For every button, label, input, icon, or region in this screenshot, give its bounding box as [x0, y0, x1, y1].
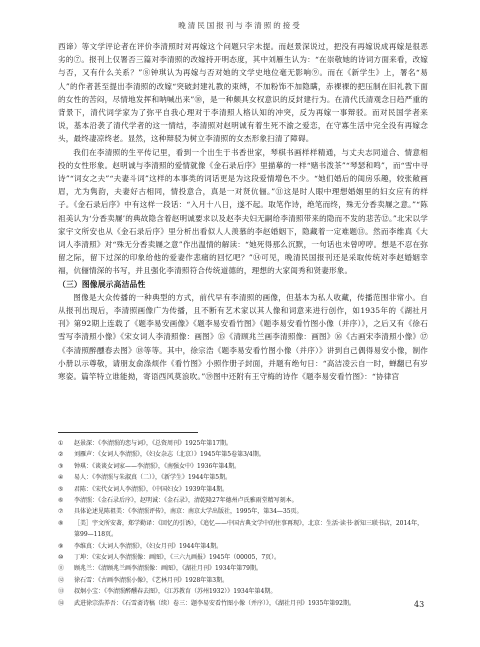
footnote-marker: ① — [58, 440, 64, 447]
footnote-text: 李清照：《金石录后序》，赵明诚：《金石录》，清乾隆27年德州卢氏雅雨堂精写刻本。 — [74, 497, 298, 505]
footnote-item — [58, 518, 428, 541]
footnote-text: ［美］宇文所安著，郑学勤译：《回忆的引诱》，《追忆——中国古典文学中的往事再现》，北京：生活·读书·新知三联书店，2014年，第99—118页。 — [74, 519, 424, 539]
body-paragraph: 我们在李清照的生平传记里，看到一个出生于书香世家，琴棋书画样样精通，与丈夫志同道合、情意相投的女性形象。赵明诚与李清照的爱情就像《金石录后序》里描摹的一样“赌书泼茶”“琴瑟和鸣”，而“雪中寻诗”“词女之夫”“夫妻斗词”这样的本事类的词话更是为这段爱情增色不少。“她们婚后的闺房乐趣，较张敞画眉，尤为隽韵，夫妻好古相同，情投意合，真是一对贤伉俪。”⑪这是时人眼中理想婚姻里的妇女应有的样子。《金石录后序》中有这样一段话：“入月十八日，遂不起。取笔作诗，绝笔而终，殊无分香卖屦之意。”“陈祖美认为‘分香卖屦’的典故隐含着赵明诚要求以及赵李夫妇无嗣给李清照带来的隐而不发的悲苦⑫。”北宋以学家宇文所安也从《金石录后序》里分析出看似人人羡慕的李赵婚姻下，隐藏着一定难题⑬。然而李维真《大词人李清照》对“殊无分香卖屦之意”作出温情的解读：“她死得那么沉默，一句话也未曾哼哼。想是不忍在弥留之际，留下过深的印象给他的爱妻作悲痛的回忆吧？”⑭可见，晚清民国报刊还是采取传统对李赵婚姻幸福，伉俪情深的书写，并且强化李清照符合传统道德的，理想的大家闺秀和贤妻形象。 — [58, 147, 428, 276]
footnote-divider — [58, 432, 198, 433]
footnote-item — [58, 495, 428, 506]
footnote-text: 顾兆兰：《清顾兆兰画李清照像：画图》，《湖社月刊》1934年第79期。 — [74, 565, 262, 573]
footnote-marker: ③ — [58, 462, 64, 470]
body-paragraph: 西谛）等文学评论者在评价李清照时对再嫁这个问题只字未提。而赵景深说过，把没有再嫁说成再嫁是很恶劣的⑦。报刊上仅署否三篇对李清照的改嫁持开明态度，其中刘雁生认为：“在崇敬她的诗词方面来看，改嫁与否，又有什么关系？”⑧钟琪认为再嫁与否对她的文学史地位毫无影响⑨。而在《新学生》上，署名“易人”的作者甚至提出李清照的改嫁“突破封建礼教的束缚，不加粉饰不加隐瞒，赤裸裸的把压制在旧礼教下面的女性的苦闷，尽情地发挥和呐喊出来”⑩，是一种颇具女权意识的反封建行为。在清代氏清观念日趋严重的背景下，清代词学家为了弥平自我心理对于李清照人格认知的冲突，反为再嫁一事辩驳。而对民国学者来说，基本沿袭了清代学者的这一情结，李清照对赵明诚有着生死不渝之爱恋，在守寡生活中完全没有再嫁念头，最终凄凉终老。显然，这种辩驳为树立李清照的女杰形象扫清了障碍。 — [58, 42, 428, 144]
footnote-marker: ② — [58, 451, 64, 459]
footnote-item — [58, 461, 428, 472]
footnote-marker: ⑬ — [58, 588, 65, 596]
footnote-item — [58, 506, 428, 517]
footnote-marker: ⑧ — [58, 519, 64, 527]
footnote-item — [58, 438, 428, 449]
footnote-marker: ⑩ — [58, 554, 64, 562]
footnote-text: 钟琪：《谈谈女词家——李清照》，《南强女中》1936年第4期。 — [74, 462, 241, 470]
footnote-item — [58, 552, 428, 563]
body-text — [58, 40, 428, 383]
section-heading: （三）图像展示高洁品性 — [58, 279, 146, 289]
footnote-item — [58, 598, 428, 609]
footnote-text: 君陈：《宋代女词人李清照》，《中国妇女》1939年第4期。 — [74, 485, 229, 493]
footnote-text: 武进徐宗浩养吾：《石雪斋诗稿（续）卷三：题李易安看竹图小像（并序）》，《湖社月刊》1935年第92期。 — [74, 599, 355, 607]
footnote-marker: ⑫ — [58, 576, 65, 584]
footnote-text: 刘雁声：《女词人李清照》，《妇女杂志（北京）》1945年第5卷第3/4期。 — [74, 451, 265, 459]
footnote-item — [58, 484, 428, 495]
footnote-text: 赵景深：《李清照的恋与词》，《总资周刊》1925年第17期。 — [74, 440, 232, 447]
footnote-item — [58, 472, 428, 483]
footnote-text: 叔炯小宝：《李清照醉醺春去图》，《江苏教育（苏州1932）》1934年第4期。 — [74, 588, 277, 596]
footnote-text: 具体论述见陈祖美：《李清照评传》，南京：南京大学出版社，1995年，第34—35页。 — [74, 508, 303, 516]
footnote-item — [58, 575, 428, 586]
footnote-marker: ⑪ — [58, 565, 65, 573]
footnote-text: 丁坤：《宋女词人李清照像：画图》，《三六九画报》1945年（00005，7页）。 — [74, 554, 281, 562]
footnote-marker: ⑤ — [58, 485, 64, 493]
footnote-text: 易人：《李清照与朱淑真（二）》，《新学生》1944年第5期。 — [74, 474, 232, 482]
page-number: 43 — [414, 600, 425, 609]
footnote-marker: ⑨ — [58, 542, 64, 550]
footnote-text: 徐石雪：《古画李清照小像》，《艺林月刊》1928年第3期。 — [74, 576, 229, 584]
footnote-marker: ⑭ — [58, 599, 65, 607]
footnote-item — [58, 541, 428, 552]
footnote-item — [58, 449, 428, 460]
footnote-item — [58, 586, 428, 597]
footnote-marker: ⑦ — [58, 508, 64, 516]
body-paragraph: 图像是大众传播的一种典型的方式，前代早有李清照的画像，但基本为私人收藏，传播范围非常小。自从报刊出现后，李清照画像广为传播，且不断有艺术家以其人像和词意来进行创作，如1935年的《湖社月刊》第92期上连载了《题李易安画像》《题李易安看竹图》《题李易安看竹图小像（并序）》，之后又有《徐石雪写李清照小像》《宋女词人李清照像：画图》⑮《清顾兆兰画李清照像：画图》⑯《古画宋李清照小像》⑰《李清照醉醺春去图》⑱等等。其中，徐宗浩《题李易安看竹图小像（并序）》讲到自己偶得易安小像，制作小册以示尊敬，请朋友俞涤烦作《看竹图》小照作册子封面，并题有绝句日：“高洁凌云自一时，蝉翻已有岁寒姿。篇竿特立谁能拗，寄语西风莫浪吹。”⑲图中还附有王守梅的诗作《题李易安看竹图》：“协律宫 — [58, 292, 428, 382]
running-head: 晚清民国报刊与李清照的接受 — [178, 21, 302, 30]
footnote-marker: ④ — [58, 474, 64, 482]
footnote-text: 李维真：《大词人李清照》，《妇女月刊》1944年第4期。 — [74, 542, 223, 550]
footnote-item — [58, 563, 428, 574]
footnote-list — [58, 438, 428, 609]
footnote-marker: ⑥ — [58, 497, 64, 505]
